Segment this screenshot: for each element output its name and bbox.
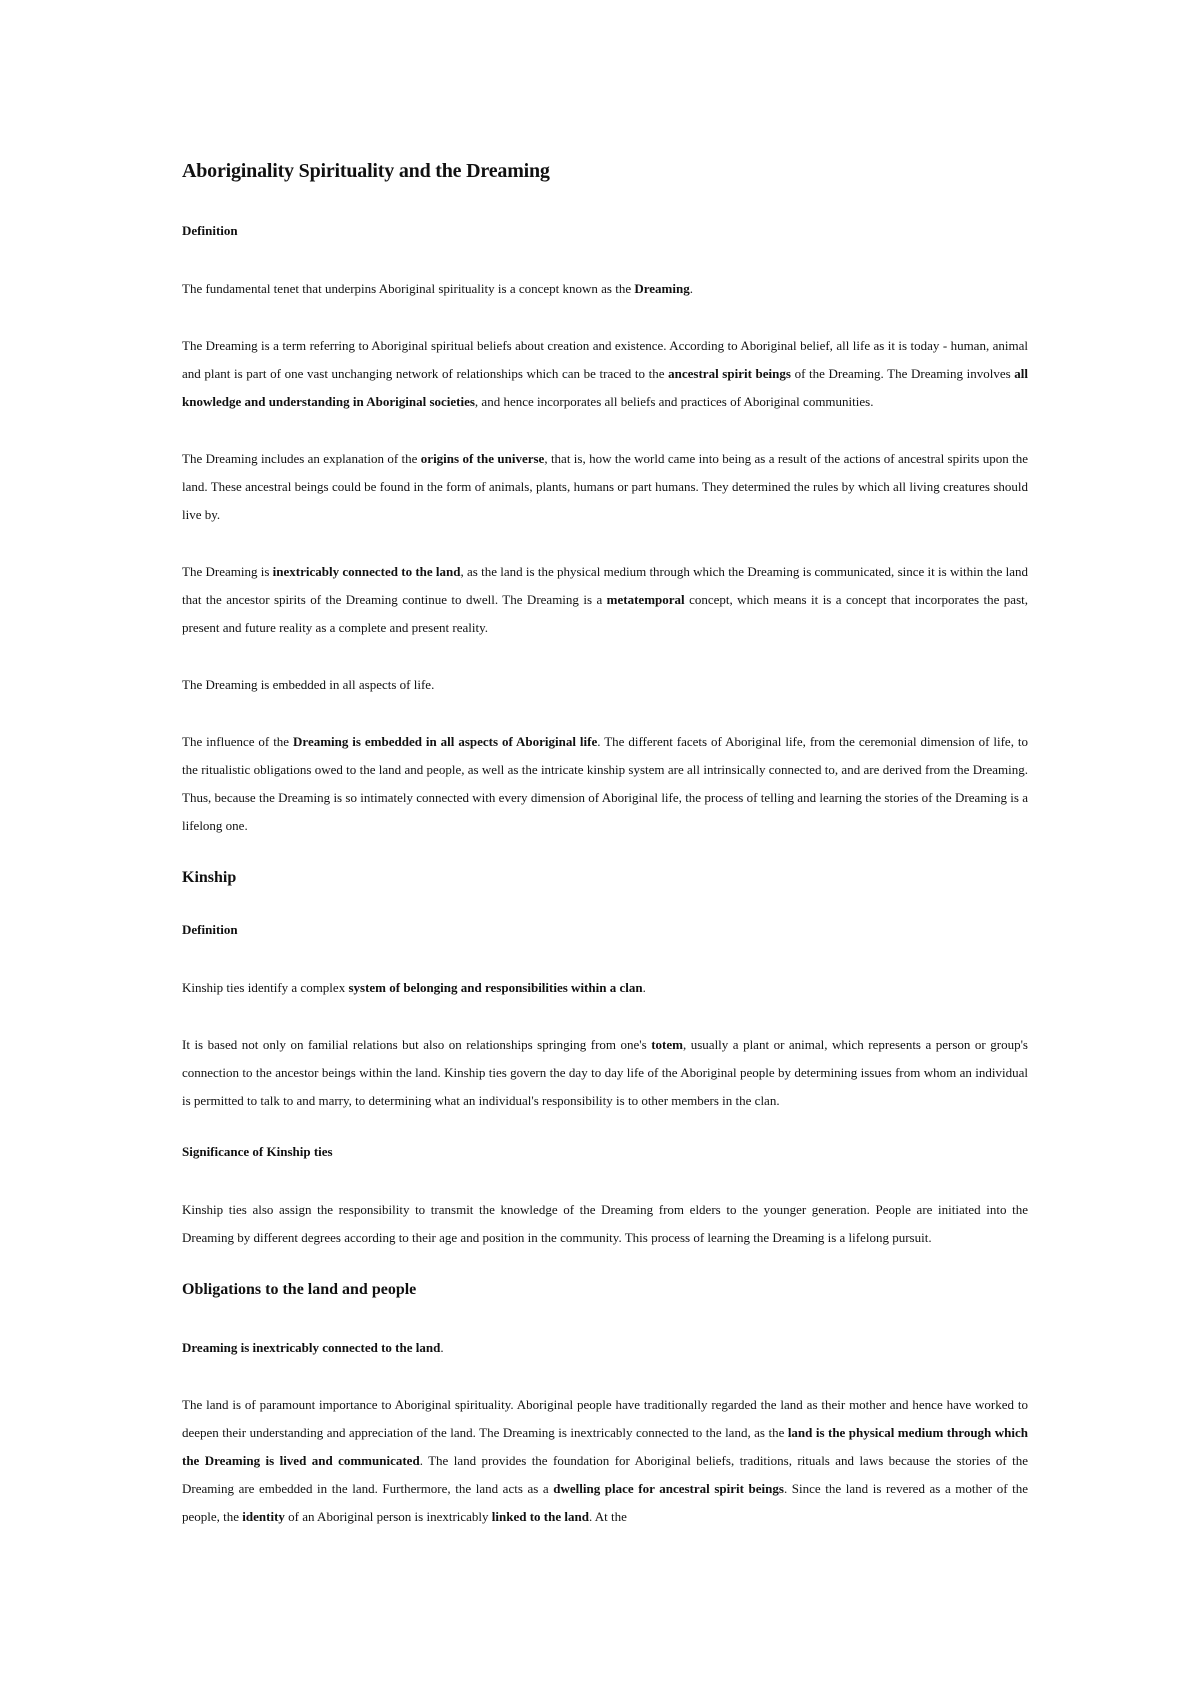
text-run: . The different facets of Aboriginal life, from the ceremonial dimension of life, to the ritualistic obligations owed to the land and people, as well as the intricate kinship system are all intrinsically connected to, and are derived from the Dreaming. Thus, because the Dreaming is so intimately connected with every dimension of Aboriginal life, the process of telling and learning the stories of the Dreaming is a lifelong one. <box>182 734 1028 833</box>
paragraph <box>182 275 1028 303</box>
text-run: The Dreaming is embedded in all aspects of life. <box>182 677 435 692</box>
bold-term: Dreaming <box>634 281 690 296</box>
document-page <box>182 160 1028 1560</box>
paragraph <box>182 728 1028 840</box>
text-run: Kinship ties identify a complex <box>182 980 349 995</box>
document-body <box>182 223 1028 1531</box>
text-run: . The land provides the foundation for Aboriginal beliefs, traditions, rituals and laws because the stories of the Dreaming are embedded in the land. Furthermore, the land acts as a <box>182 1453 1028 1496</box>
text-run: The Dreaming includes an explanation of the <box>182 451 421 466</box>
bold-term: origins of the universe <box>420 451 545 466</box>
text-run: The Dreaming is <box>182 564 273 579</box>
text-run: Kinship ties also assign the responsibility to transmit the knowledge of the Dreaming from elders to the younger generation. People are initiated into the Dreaming by different degrees according to their age and position in the community. This process of learning the Dreaming is a lifelong pursuit. <box>182 1202 1028 1245</box>
bold-term: identity <box>242 1509 285 1524</box>
document-title: Aboriginality Spirituality and the Dreaming <box>182 160 550 182</box>
paragraph <box>182 1391 1028 1531</box>
paragraph <box>182 332 1028 416</box>
text-run: The Dreaming is a term referring to Aboriginal spiritual beliefs about creation and existence. According to Aboriginal belief, all life as it is today - human, animal and plant is part of one vast unchanging network of relationships which can be traced to the <box>182 338 1028 381</box>
bold-term: all knowledge and understanding in Aboriginal societies <box>182 366 1029 409</box>
paragraph <box>182 1196 1028 1252</box>
bold-term: inextricably connected to the land <box>272 564 461 579</box>
paragraph <box>182 558 1028 642</box>
text-run: The fundamental tenet that underpins Aboriginal spirituality is a concept known as the <box>182 281 635 296</box>
bold-term: dwelling place for ancestral spirit beings <box>553 1481 784 1496</box>
section-heading: Obligations to the land and people <box>182 1281 417 1298</box>
paragraph <box>182 974 1028 1002</box>
text-run: concept, which means it is a concept that incorporates the past, present and future reality as a complete and present reality. <box>182 592 1028 635</box>
sub-heading: Definition <box>182 223 238 238</box>
text-run: , as the land is the physical medium through which the Dreaming is communicated, since it is within the land that the ancestor spirits of the Dreaming continue to dwell. The Dreaming is a <box>182 564 1028 607</box>
text-run: . <box>440 1340 444 1355</box>
paragraph <box>182 445 1028 529</box>
paragraph <box>182 671 1028 699</box>
section-heading: Kinship <box>182 869 237 886</box>
bold-term: totem <box>651 1037 683 1052</box>
bold-term: Dreaming is embedded in all aspects of Aboriginal life <box>293 734 598 749</box>
paragraph <box>182 1031 1028 1115</box>
text-run: . At the <box>588 1509 627 1524</box>
text-run: . <box>642 980 646 995</box>
paragraph <box>182 1334 1028 1362</box>
text-run: The land is of paramount importance to Aboriginal spirituality. Aboriginal people have traditionally regarded the land as their mother and hence have worked to deepen their understanding and appreciation of the land. The Dreaming is inextricably connected to the land, as the <box>182 1397 1028 1440</box>
text-run: The influence of the <box>182 734 294 749</box>
text-run: It is based not only on familial relations but also on relationships springing from one's <box>182 1037 652 1052</box>
text-run: . <box>689 281 693 296</box>
sub-heading: Definition <box>182 922 238 937</box>
text-run: of the Dreaming. The Dreaming involves <box>790 366 1015 381</box>
bold-term: system of belonging and responsibilities within a clan <box>348 980 643 995</box>
text-run: , that is, how the world came into being as a result of the actions of ancestral spirits upon the land. These ancestral beings could be found in the form of animals, plants, humans or part humans. They determined the rules by which all living creatures should live by. <box>182 451 1028 522</box>
bold-term: linked to the land <box>491 1509 589 1524</box>
bold-term: Dreaming is inextricably connected to the land <box>182 1340 441 1355</box>
text-run: , and hence incorporates all beliefs and practices of Aboriginal communities. <box>474 394 874 409</box>
bold-term: metatemporal <box>606 592 685 607</box>
text-run: . Since the land is revered as a mother of the people, the <box>182 1481 1029 1524</box>
text-run: of an Aboriginal person is inextricably <box>284 1509 492 1524</box>
sub-heading: Significance of Kinship ties <box>182 1144 333 1159</box>
bold-term: land is the physical medium through which the Dreaming is lived and communicated <box>182 1425 1028 1468</box>
bold-term: ancestral spirit beings <box>668 366 791 381</box>
text-run: , usually a plant or animal, which represents a person or group's connection to the ancestor beings within the land. Kinship ties govern the day to day life of the Aboriginal people by determining issues from whom an individual is permitted to talk to and marry, to determining what an individual's responsibility is to other members in the clan. <box>182 1037 1028 1108</box>
